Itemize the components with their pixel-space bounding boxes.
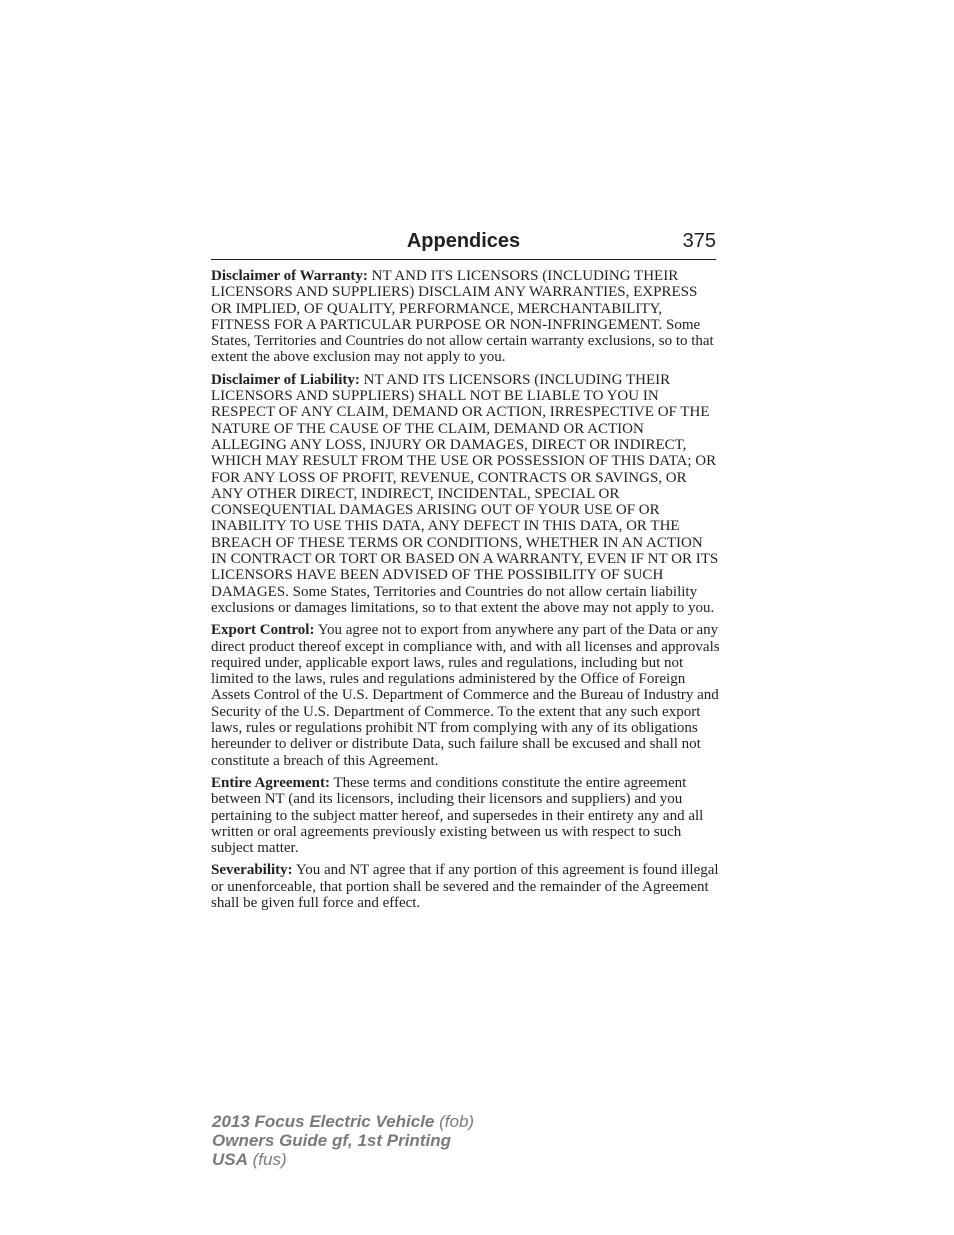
- paragraph-disclaimer-of-warranty: [211, 268, 721, 366]
- footer-line-guide: [212, 1131, 474, 1150]
- paragraph-heading: Disclaimer of Warranty:: [211, 268, 368, 284]
- paragraph-heading: Severability:: [211, 862, 293, 879]
- footer-vehicle-name: 2013 Focus Electric Vehicle: [212, 1112, 435, 1131]
- footer-guide-edition: Owners Guide gf, 1st Printing: [212, 1131, 451, 1150]
- paragraph-heading: Entire Agreement:: [211, 774, 330, 791]
- footer-market-code: (fus): [252, 1150, 287, 1169]
- paragraph-entire-agreement: [211, 775, 721, 856]
- paragraph-disclaimer-of-liability: [211, 372, 721, 616]
- footer-market: USA: [212, 1150, 248, 1169]
- paragraph-text: NT AND ITS LICENSORS (INCLUDING THEIR LICENSORS AND SUPPLIERS) SHALL NOT BE LIABLE TO YOU IN RESPECT OF ANY CLAIM, DEMAND OR ACTION, IRRESPECTIVE OF THE NATURE OF THE CAUSE OF THE CLAIM, DEMAND OR ACTION ALLEGING ANY LOSS, INJURY OR DAMAGES, DIRECT OR INDIRECT, WHICH MAY RESULT FROM THE USE OR POSSESSION OF THIS DATA; OR FOR ANY LOSS OF PROFIT, REVENUE, CONTRACTS OR SAVINGS, OR ANY OTHER DIRECT, INDIRECT, INCIDENTAL, SPECIAL OR CONSEQUENTIAL DAMAGES ARISING OUT OF YOUR USE OF OR INABILITY TO USE THIS DATA, ANY DEFECT IN THIS DATA, OR THE BREACH OF THESE TERMS OR CONDITIONS, WHETHER IN AN ACTION IN CONTRACT OR TORT OR BASED ON A WARRANTY, EVEN IF NT OR ITS LICENSORS HAVE BEEN ADVISED OF THE POSSIBILITY OF SUCH DAMAGES. Some States, Territories and Countries do not allow certain liability exclusions or damages limitations, so to that extent the above may not apply to you.: [211, 371, 719, 616]
- paragraph-text: NT AND ITS LICENSORS (INCLUDING THEIR LICENSORS AND SUPPLIERS) DISCLAIM ANY WARRANTIES, EXPRESS OR IMPLIED, OF QUALITY, PERFORMANCE, MERCHANTABILITY, FITNESS FOR A PARTICULAR PURPOSE OR NON-INFRINGEMENT. Some States, Territories and Countries do not allow certain warranty exclusions, so to that extent the above exclusion may not apply to you.: [211, 268, 714, 366]
- paragraph-severability: [211, 862, 721, 911]
- footer-vehicle-code: (fob): [439, 1112, 475, 1131]
- section-title: Appendices: [406, 230, 521, 252]
- paragraph-export-control: [211, 622, 721, 769]
- paragraph-text: You and NT agree that if any portion of this agreement is found illegal or unenforceable, that portion shall be severed and the remainder of the Agreement shall be given full force and effect.: [211, 862, 719, 911]
- body-text: [211, 268, 721, 917]
- footer-line-market: [212, 1150, 474, 1169]
- page-number: 375: [682, 230, 716, 252]
- page-footer: [212, 1112, 474, 1169]
- paragraph-text: These terms and conditions constitute the entire agreement between NT (and its licensors, including their licensors and suppliers) and you pertaining to the subject matter hereof, and supersedes in their entirety any and all written or oral agreements previously existing between us with respect to such subject matter.: [211, 774, 704, 857]
- paragraph-text: You agree not to export from anywhere any part of the Data or any direct product thereof except in compliance with, and with all licenses and approvals required under, applicable export laws, rules and regulations, including but not limited to the laws, rules and regulations administered by the Office of Foreign Assets Control of the U.S. Department of Commerce and the Bureau of Industry and Security of the U.S. Department of Commerce. To the extent that any such export laws, rules or regulations prohibit NT from complying with any of its obligations hereunder to deliver or distribute Data, such failure shall be excused and shall not constitute a breach of this Agreement.: [211, 622, 720, 769]
- page-header: [211, 229, 716, 260]
- paragraph-heading: Disclaimer of Liability:: [211, 371, 360, 388]
- footer-line-vehicle: [212, 1112, 474, 1131]
- paragraph-heading: Export Control:: [211, 622, 315, 639]
